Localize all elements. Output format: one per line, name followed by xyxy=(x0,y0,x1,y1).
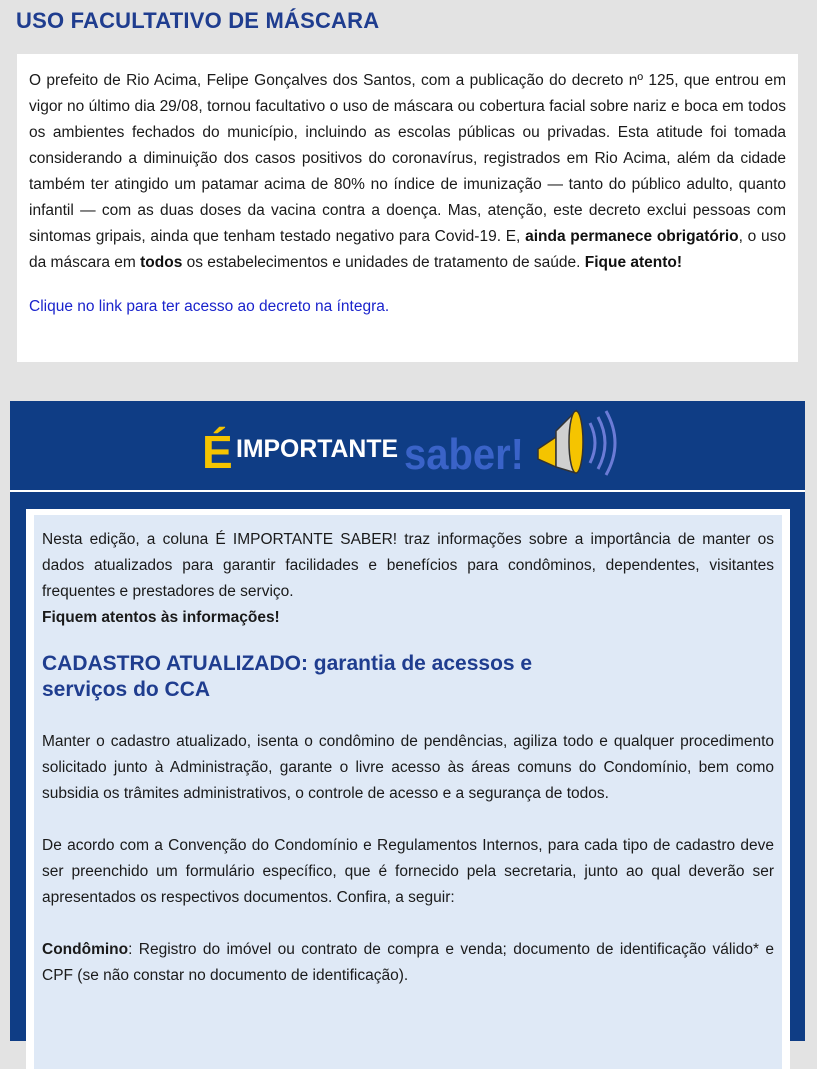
megaphone-icon xyxy=(538,411,615,475)
bold-fique-atento: Fique atento! xyxy=(584,254,683,271)
mascara-paragraph xyxy=(29,68,786,276)
importante-saber-content xyxy=(34,515,782,1069)
importante-saber-banner xyxy=(10,401,805,491)
mascara-card xyxy=(17,54,798,362)
importante-saber-card xyxy=(26,509,790,1069)
cadastro-paragraph-2: De acordo com a Convenção do Condomínio e Regulamentos Internos, para cada tipo de cadastro deve ser preenchido um formulário específico, que é fornecido pela secretaria, junto ao qual deverão ser apresentados os respectivos documentos. Confira, a seguir: xyxy=(42,837,774,906)
paragraph-text: os estabelecimentos e unidades de tratamento de saúde. xyxy=(182,254,585,271)
paragraph-text: , o uso da máscara em xyxy=(29,228,787,271)
importante-saber-section xyxy=(10,401,805,1041)
condomino-text: : Registro do imóvel ou contrato de compra e venda; documento de identificação válido* e CPF (se não constar no documento de identificação). xyxy=(42,941,774,984)
decreto-link[interactable]: Clique no link para ter acesso ao decreto na íntegra. xyxy=(29,298,390,315)
intro-bold: Fiquem atentos às informações! xyxy=(42,609,280,626)
banner-divider xyxy=(10,490,805,492)
bold-todos: todos xyxy=(140,254,183,271)
condomino-label: Condômino xyxy=(42,941,129,958)
condomino-item xyxy=(42,937,774,989)
banner-word-saber: saber! xyxy=(404,430,524,479)
intro-bold-line xyxy=(42,605,774,631)
cadastro-heading: CADASTRO ATUALIZADO: garantia de acessos e serviços do CCA xyxy=(42,652,533,701)
bold-obrigatorio: ainda permanece obrigatório xyxy=(525,228,739,245)
section-title-mascara: USO FACULTATIVO DE MÁSCARA xyxy=(16,8,380,33)
paragraph-text: O prefeito de Rio Acima, Felipe Gonçalves dos Santos, com a publicação do decreto nº 125, que entrou em vigor no último dia 29/08, tornou facultativo o uso de máscara ou cobertura facial sobre nariz e boca em todos os ambientes fechados do município, incluindo as escolas públicas ou privadas. Esta atitude foi tomada considerando a diminuição dos casos positivos do coronavírus, registrados em Rio Acima, além da cidade também ter atingido um patamar acima de 80% no índice de imunização — tanto do público adulto, quanto infantil — com as duas doses da vacina contra a doença. Mas, atenção, este decreto exclui pessoas com sintomas gripais, ainda que tenham testado negativo para Covid-19. E, xyxy=(29,72,786,245)
banner-graphic xyxy=(10,401,805,491)
intro-paragraph: Nesta edição, a coluna É IMPORTANTE SABER! traz informações sobre a importância de manter os dados atualizados para garantir facilidades e benefícios para condôminos, dependentes, visitantes frequentes e prestadores de serviço. xyxy=(42,531,774,600)
cadastro-paragraph-1: Manter o cadastro atualizado, isenta o condômino de pendências, agiliza todo e qualquer procedimento solicitado junto à Administração, garante o livre acesso às áreas comuns do Condomínio, bem como subsidia os trâmites administrativos, o controle de acesso e a segurança de todos. xyxy=(42,733,774,802)
banner-word-importante: IMPORTANTE xyxy=(236,435,398,463)
banner-letter: É xyxy=(202,426,233,478)
